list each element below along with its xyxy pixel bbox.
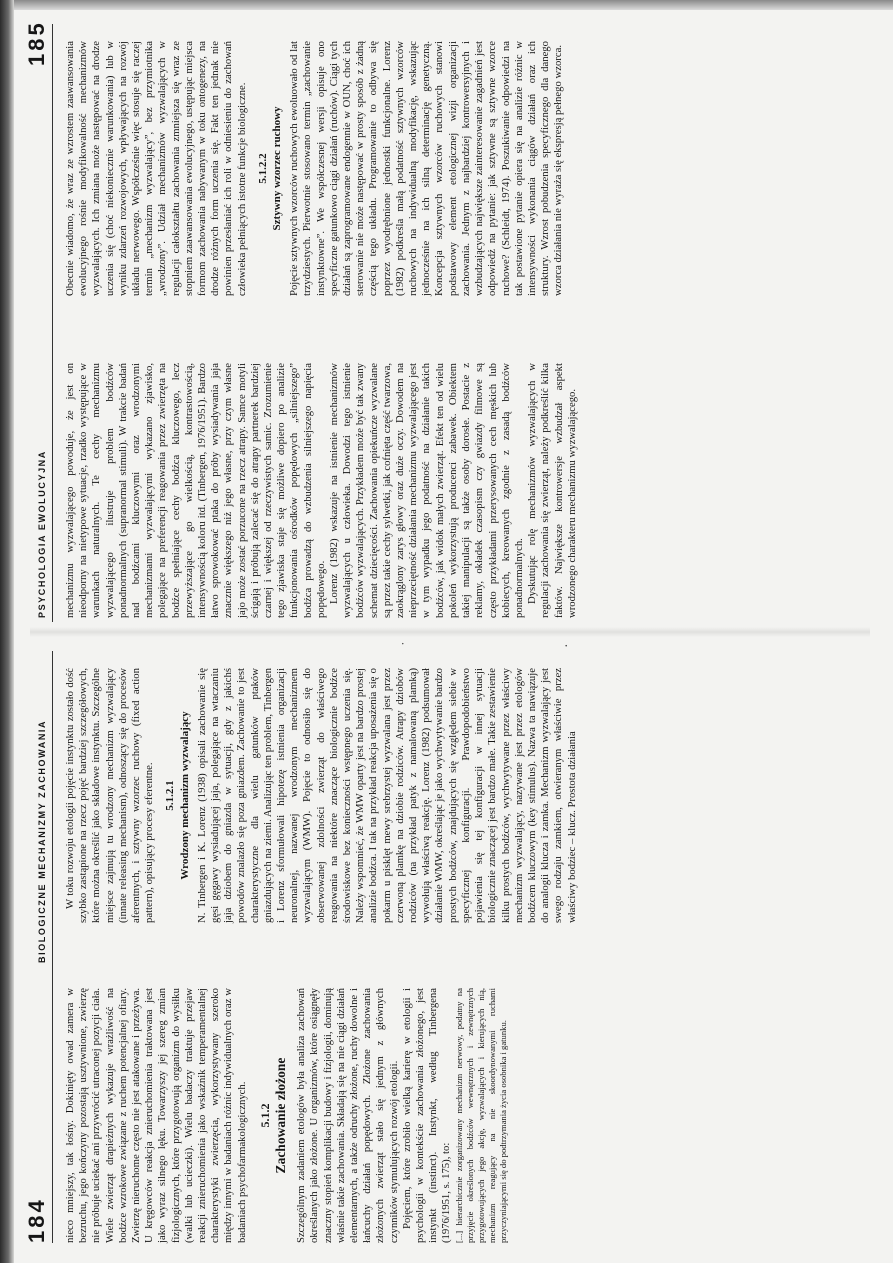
pencil-mark-icon: ·: [560, 643, 575, 648]
page-number: 184: [24, 1197, 49, 1243]
paragraph: Lorenz (1982) wskazuje na istnienie mechanizmów wyzwalających u człowieka. Dowodzi tego istnienie bodźców wyzwalających. Przykładem może być tak zwany schemat dziecięcości. Zachowania opiekuńcze wyzwalane są przez takie cechy sylwetki, jak cofnięta część twarzowa, zaokrąglony zarys głowy oraz duże oczy. Dowodem na nieprzeciętność działania mechanizmu wyzwalającego jest w tym wypadku jego podatność na działanie takich bodźców, jak widok małych zwierząt. Efekt ten od wielu pokoleń wykorzystują producenci zabawek. Obiektem takiej manipulacji są także osoby dorosłe. Postacie z reklamy, okładek czasopism czy gwiazdy filmowe są często przykładami przerysowanych cech męskich lub kobiecych, kreowanych zgodnie z zasadą bodźców ponadnormalnych.: [328, 363, 525, 618]
running-head: BIOLOGICZNE MECHANIZMY ZACHOWANIA: [37, 719, 47, 963]
subsection-title: Sztywny wzorzec ruchowy: [271, 106, 284, 231]
paragraph: N. Tinbergen i K. Lorenz (1938) opisali zachowanie się gęsi gęgawy wysiadującej jaja, polegające na wtaczaniu jaja dziobem do gniazda w sytuacji, gdy z jakichś powodów znalazło się poza gniazdem. Zachowanie to jest charakterystyczne dla wielu gatunków ptaków gniazdujących na ziemi. Analizując ten problem, Tinbergen i Lorenz sformułowali hipotezę istnienia organizacji neuronalnej, nazwanej wrodzonym mechanizmem wyzwalającym (WMW). Pojęcie to odnosiło się do obserwowanej zdolności zwierząt do właściwego reagowania na niektóre znaczące biologicznie bodźce środowiskowe bez konieczności wstępnego uczenia się. Należy wspomnieć, że WMW oparty jest na bardzo prostej analizie bodźca. I tak na przykład reakcja uposażenia się o pokarm u pisklęt mewy srebrzystej wyzwalana jest przez czerwoną plamkę na dziobie rodziców. Atrapy dziobów rodziców (na przykład patyk z namalowaną plamką) wywołują właściwą reakcję. Lorenz (1982) podsumował działanie WMW, określając je jako wychwytywanie bardzo prostych bodźców, znajdujących się względem siebie w specyficznej konfiguracji. Prawdopodobieństwo pojawienia się tej konfiguracji w innej sytuacji biologicznie znaczącej jest bardzo małe. Takie zestawienie kilku prostych bodźców, wychwytywane przez właściwy mechanizm wyzwalający, nazywane jest przez etologów bodźcem kluczowym (key stimulus). Nazwa ta nawiązuje do analogii klucza i zamka. Mechanizm wyzwalający jest swego rodzaju zamkiem, otwieranym właściwie przez właściwy bodziec – klucz. Prostota działania: [195, 668, 578, 923]
paragraph: Szczególnym zadaniem etologów była analiza zachowań określanych jako złożone. U organizmów, które osiągnęły znaczny stopień komplikacji budowy i fizjologii, dominują właśnie takie zachowania. Składają się na nie ciągi działań elementarnych, a także odruchy złożone, ruchy dowolne i łańcuchy działań popędowych. Złożone zachowania złożonych zwierząt stało się jednym z głównych czynników stymulujących rozwój etologii.: [295, 988, 400, 1243]
column-left-2: [64, 668, 579, 923]
column-right-1: [64, 363, 579, 618]
header-rule: [52, 24, 53, 622]
section-title: Zachowanie złożone: [273, 1057, 289, 1174]
paragraph: Pojęcie sztywnych wzorców ruchowych ewoluowało od lat trzydziestych. Pierwotnie stosowano termin „zachowanie instynktowne”. We współczesnej wersji opisuje ono specyficzne gatunkowo ciągi działań (ruchów). Ciągi tych działań są zaprogramowane endogennie w OUN, choć ich sterowanie nie może następować w prosty sposób z żadną częścią tego układu. Programowanie to odbywa się poprzez wyodrębnione jednostki funkcjonalne. Lorenz (1982) podkreśla małą podatność sztywnych wzorców ruchowych na indywidualną modyfikację, wskazując jednocześnie na ich silną determinację genetyczną. Koncepcja sztywnych wzorców ruchowych stanowi podstawowy element etologicznej wizji organizacji zachowania. Jednym z najbardziej kontrowersyjnych i wzbudzających największe zainteresowanie zagadnień jest odpowiedź na pytanie: jak sztywne są sztywne wzorce ruchowe? (Schleidt, 1974). Poszukiwanie odpowiedzi na tak postawione pytanie opiera się na analizie różnic w intensywności wykonania ciągów działań oraz ich struktury. Wzrost pobudzenia specyficznego dla danego wzorca działania nie wyraża się ekspresją pełnego wzorca.: [288, 41, 565, 296]
page-184: [0, 632, 893, 1263]
header-rule: [52, 651, 53, 1243]
page-number: 185: [24, 20, 49, 66]
subsection-number: 5.1.2.1: [164, 780, 177, 811]
paragraph: Obecnie wiadomo, że wraz ze wzrostem zaawansowania ewolucyjnego rośnie modyfikowalność mechanizmów wyzwalających. Ich zmiana może następować na drodze uczenia się (choć niekoniecznie warunkowania) lub w wyniku zdarzeń rozwojowych, wpływających na rozwój układu nerwowego. Współcześnie więc stosuje się raczej termin „mechanizm wyzwalający”, bez przymiotnika „wrodzony”. Udział mechanizmów wyzwalających w regulacji całokształtu zachowania zmniejsza się wraz ze stopniem zaawansowania ewolucyjnego, ustępując miejsca formom zachowania nabywanym w toku ontogenezy, na drodze różnych form uczenia się. Fakt ten jednak nie powinien przesłaniać ich roli w odniesieniu do zachowań człowieka pełniących istotne funkcje biologiczne.: [64, 41, 248, 296]
column-left-1: [64, 988, 509, 1243]
pencil-mark-icon: ˙: [400, 641, 415, 646]
paragraph: W toku rozwoju etologii pojęcie instynktu zostało dość szybko zastąpione na rzecz pojęć bardziej szczegółowych, które można określić jako składowe instynktu. Szczególne miejsce zajmują tu wrodzony mechanizm wyzwalający (innate releasing mechanism), odnoszący się do procesów aferentnych, i sztywny wzorzec ruchowy (fixed action pattern), opisujący procesy eferentne.: [64, 668, 156, 923]
paragraph: Pojęciem, które zrobiło wielką karierę w etologii i psychologii w kontekście zachowania złożonego, jest instynkt (instinct). Instynkt, według Tinbergena (1976/1951, s. 175), to:: [400, 988, 453, 1243]
paragraph: mechanizmu wyzwalającego powoduje, że jest on nieodporny na nietypowe sytuacje, rzadko występujące w warunkach naturalnych. Te cechy mechanizmu wyzwalającego ilustruje problem bodźców ponadnormalnych (supranormal stimuli). W trakcie badań nad bodźcami kluczowymi oraz wrodzonymi mechanizmami wyzwalającymi wykazano zjawisko, polegające na preferencji reagowania przez zwierzęta na bodźce spełniające cechy bodźca kluczowego, lecz przewyższające go wielkością, kontrastowością, intensywnością koloru itd. (Tinbergen, 1976/1951). Bardzo łatwo sprowokować ptaka do próby wysiadywania jaja znacznie większego niż jego własne, przy czym własne jajo może zostać porzucone na rzecz atrapy. Samce motyli ścigają i próbują zalecać się do atrapy partnerek bardziej czarnej i większej od rzeczywistych samic. Zrozumienie tego zjawiska staje się możliwe dopiero po analizie funkcjonowania ośrodków popędowych „silniejszego” bodźca prowadzą do wzbudzenia silniejszego napięcia popędowego.: [64, 363, 327, 618]
block-quote: [...] hierarchicznie zorganizowany mechanizm nerwowy, podatny na przyjęcie określonych bodźców wewnętrznych i zewnętrznych przygotowujących jego akcję, wyzwalających i kierujących nią, mechanizm reagujący na nie skoordynowanymi ruchami przyczyniającymi się do podtrzymania życia osobnika i gatunku.: [453, 988, 508, 1243]
paragraph: nieco mniejszy, tak łośny. Dokinięty owad zamera w bezruchu, jego kończyny pozostają usztywnione, zwierzę nie próbuje uciekać ani przywrócić utraconej pozycji ciała. Wiele zwierząt drapieżnych wykazuje wrażliwość na bodźce wzrokowe związane z ruchem potencjalnej ofiary. Zwierzę nieruchome często nie jest atakowane i przeżywa. U kręgowców reakcja znieruchomienia traktowana jest jako wyraz silnego lęku. Towarzyszy jej szereg zmian fizjologicznych, które przygotowują organizm do wysiłku (walki lub ucieczki). Wielu badaczy traktuje przejaw reakcji znieruchomienia jako wskaźnik temperamentalnej charakterystyki zwierzęcia, wykorzystywany szeroko między innymi w badaniach różnic indywidualnych oraz w badaniach psychofarmakologicznych.: [64, 988, 248, 1243]
section-number: 5.1.2: [257, 1103, 272, 1128]
subsection-number: 5.1.2.2: [256, 153, 269, 184]
running-head: PSYCHOLOGIA EWOLUCYJNA: [37, 450, 47, 618]
paragraph: Dyskutując rolę mechanizmów wyzwalających w regulacji zachowania się zwierząt, należy podkreślić kilka faktów. Największe kontrowersje wzbudzał aspekt wrodzonego charakteru mechanizmu wyzwalającego.: [526, 363, 578, 618]
subsection-title: Wrodzony mechanizm wyzwalający: [178, 711, 191, 880]
column-right-2: [64, 41, 566, 296]
